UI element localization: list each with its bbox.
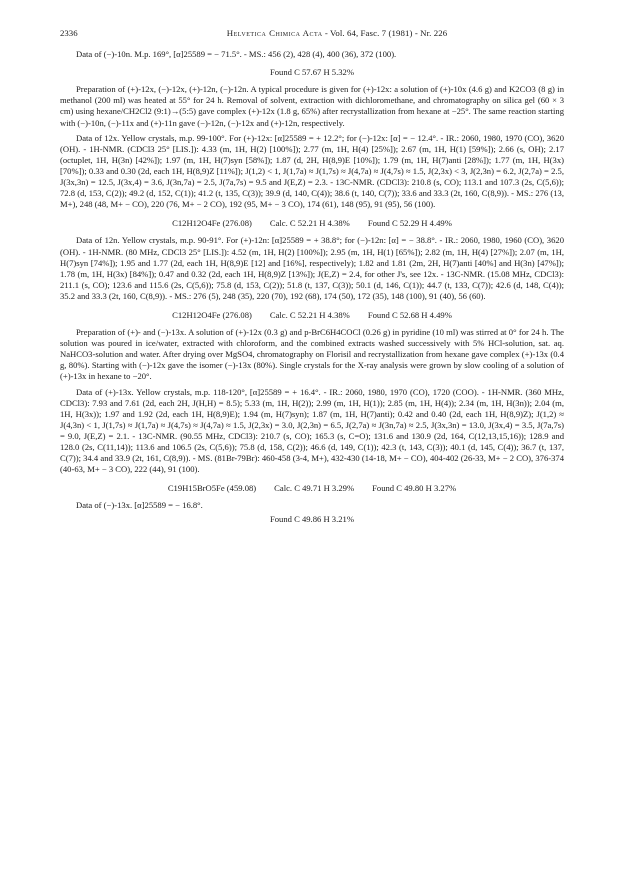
found-values: Found C 52.29 H 4.49% [367,218,452,229]
page-number: 2336 [60,28,78,38]
molecular-formula: C12H12O4Fe (276.08) [172,218,252,229]
body-paragraph: Data of 12n. Yellow crystals, m.p. 90-91°. For (+)-12n: [α]25589 = + 38.8°; for (−)-12n: [α] = − 38.8°. - IR.: 2060, 1980, 1960 (CO), 3620 (OH). - 1H-NMR. (80 MHz, CDCl3 25° [LIS.]): 4.52 (m, 1H, H(2) [100%]); 2.95 (m, 1H, H(1) [65%]); 2.82 (m, 1H, H(4) [27%]); 2.07 (m, 1H, H(7)syn [74%]); 1.95 and 1.77 (2d, each 1H, H(8,9)E [12] and [16%], respectively); 1.82 and 1.81 (2m, 2H, H(7)anti [40%] and H(3n) [47%]); 1.78 (m, 1H, H(3x) [84%]); 0.47 and 0.32 (2d, each 1H, H(8,9)Z [13%]); J(E,Z) = 2.4, for other J's, see 12x. - 13C-NMR. (15.08 MHz, CDCl3): 211.1 (s, CO); 123.6 and 115.6 (2s, C(5,6)); 75.8 (d, 153, C(2)); 51.8 (t, 137, C(3)); 50.1 (d, 146, C(1)); 44.7 (t, 133, C(7)); 42.6 (d, 148, C(4)); 35.2 and 33.3 (2t, 160, C(8,9)). - MS.: 276 (5), 248 (35), 220 (70), 192 (68), 174 (50), 172 (35), 148 (100), 91 (40), 56 (60). [60,235,564,301]
article-body [60,49,564,525]
elemental-analysis [60,483,564,494]
body-paragraph: Preparation of (+)-12x, (−)-12x, (+)-12n, (−)-12n. A typical procedure is given for (+)-12x: a solution of (+)-10x (4.6 g) and K2CO3 (8 g) in methanol (200 ml) was heated at 55° for 24 h. Removal of solvent, extraction with dichloromethane, and chromatography on silica gel (60 × 3 cm) using hexane/CH2Cl2 (9:1)→(5:5) gave complex (+)-12x (1.8 g, 65%) after recrystallization from hexane at −25°. The same reaction starting with (−)-10n, (−)-11x and (+)-11n gave (−)-12n, (−)-12x and (+)-12n, respectively. [60,84,564,128]
body-paragraph: Data of (+)-13x. Yellow crystals, m.p. 118-120°, [α]25589 = + 16.4°. - IR.: 2060, 1980, 1970 (CO), 1720 (COO). - 1H-NMR. (360 MHz, CDCl3): 7.93 and 7.61 (2d, each 2H, J(H,H) = 8.5); 5.33 (m, 1H, H(2)); 2.99 (m, 1H, H(1)); 2.85 (m, 1H, H(4)); 2.34 (m, 1H, H(3n)); 2.04 (m, 1H, H(3x)); 1.97 and 1.92 (2d, each 1H, H(8,9)E); 1.94 (m, H(7)syn); 1.87 (m, 1H, H(7)anti); 0.42 and 0.40 (2d, each 1H, H(8,9)Z); J(1,2) ≈ J(4,3n) < 1, J(1,7s) ≈ J(1,7a) ≈ J(4,7s) ≈ J(4,7a) ≈ 1.5, J(2,3x) = 3.0, J(2,3n) = 6.5, J(2,7a) ≈ J(3n,7a) ≈ 2.5, J(3x,3n) = 13.0, J(3x,4) = 3.5, J(7a,7s) = 9.0, J(E,Z) = 2.1. - 13C-NMR. (90.55 MHz, CDCl3): 210.7 (s, CO); 165.3 (s, C=O); 131.6 and 130.9 (2d, 164, C(12,13,15,16)); 128.9 and 128.0 (2s, C(11,14)); 113.6 and 106.5 (2s, C(5,6)); 75.8 (d, 158, C(2)); 46.6 (d, 149, C(1)); 42.3 (t, 143, C(3)); 40.1 (d, 145, C(4)); 36.7 (t, 137, C(7)); 34.4 and 33.9 (2t, 161, C(8,9)). - MS. (81Br-79Br): 460-458 (3-4, M+), 432-430 (14-18, M+ − CO), 404-402 (26-33, M+ − 2 CO), 376-374 (40-63, M+ − 3 CO), 222 (44), 91 (100). [60,386,564,475]
elemental-analysis [60,218,564,229]
found-values: Found C 49.80 H 3.27% [372,483,457,494]
journal-name: Helvetica Chimica Acta [226,28,323,38]
calculated-values: Calc. C 52.21 H 4.38% [269,309,350,320]
body-paragraph: Preparation of (+)- and (−)-13x. A solution of (+)-12x (0.3 g) and p-BrC6H4COCl (0.26 g) in pyridine (10 ml) was stirred at 0° for 24 h. The solution was poured in ice/water, extracted with chloroform, and the combined extracts washed successively with 5% HCl-solution, sat. aq. NaHCO3-solution and water. After drying over MgSO4, chromatography on Florisil and recrystallization from hexane gave complex (+)-13x (0.4 g, 80%). Starting with (−)-12x gave the isomer (−)-13x (80%). Single crystals for the X-ray analysis were grown by slow cooling of a solution of (+)-13x in hexane to −20°. [60,327,564,382]
found-analysis: Found C 49.86 H 3.21% [269,514,355,525]
found-analysis: Found C 57.67 H 5.32% [269,67,355,78]
molecular-formula: C12H12O4Fe (276.08) [172,309,252,320]
body-paragraph: Data of 12x. Yellow crystals, m.p. 99-100°. For (+)-12x: [α]25589 = + 12.2°; for (−)-12x: [α] = − 12.4°. - IR.: 2060, 1980, 1970 (CO), 3620 (OH). - 1H-NMR. (CDCl3 25° [LIS.]): 4.33 (m, 1H, H(2) [100%]); 2.77 (m, 1H, H(4) [25%]); 2.67 (m, 1H, H(1) [59%]); 2.66 (s, OH); 2.17 (octuplet, 1H, H(3n) [42%]); 1.97 (m, 1H, H(7)syn [58%]); 1.87 (d, 2H, H(8,9)E [10%]); 1.79 (m, 1H, H(7)anti [28%]); 1.77 (m, 1H, H(3x) [70%]); 0.33 and 0.30 (2d, each 1H, H(8,9)Z [11%]); J(1,2) < 1, J(1,7a) ≈ J(1,7s) ≈ J(4,7a) ≈ J(4,7s) ≈ 1.5, J(2,3x) < 3, J(2,3n) = 6.2, J(2,7a) = 2.5, J(3x,3n) = 12.5, J(3x,4) = 3.6, J(3n,7a) = 2.5, J(7a,7s) = 9.5 and J(E,Z) = 2.3. - 13C-NMR. (CDCl3): 210.8 (s, CO); 113.1 and 107.3 (2s, C(5,6)); 72.8 (d, 153, C(2)); 49.2 (d, 152, C(1)); 41.2 (t, 135, C(3)); 39.9 (d, 140, C(4)); 38.6 (t, 140, C(7)); 33.6 and 33.3 (2t, 160, C(8,9)). - MS.: 276 (13, M+), 248 (48, M+ − CO), 220 (76, M+ − 2 CO), 192 (95, M+ − 3 CO), 174 (61), 148 (95), 91 (95), 56 (100). [60,132,564,210]
found-values: Found C 52.68 H 4.49% [367,309,452,320]
molecular-formula: C19H15BrO5Fe (459.08) [167,483,257,494]
running-header [60,28,564,39]
journal-issue: - Vol. 64, Fasc. 7 (1981) - Nr. 226 [322,28,448,38]
calculated-values: Calc. C 49.71 H 3.29% [274,483,355,494]
elemental-analysis [60,310,564,321]
data-line: Data of (−)-13x. [α]25589 = − 16.8°. [76,500,203,511]
journal-citation [110,28,564,39]
body-paragraph: Data of (−)-10n. M.p. 169°, [α]25589 = − 71.5°. - MS.: 456 (2), 428 (4), 400 (36), 372 (100). [76,49,397,60]
calculated-values: Calc. C 52.21 H 4.38% [269,218,350,229]
